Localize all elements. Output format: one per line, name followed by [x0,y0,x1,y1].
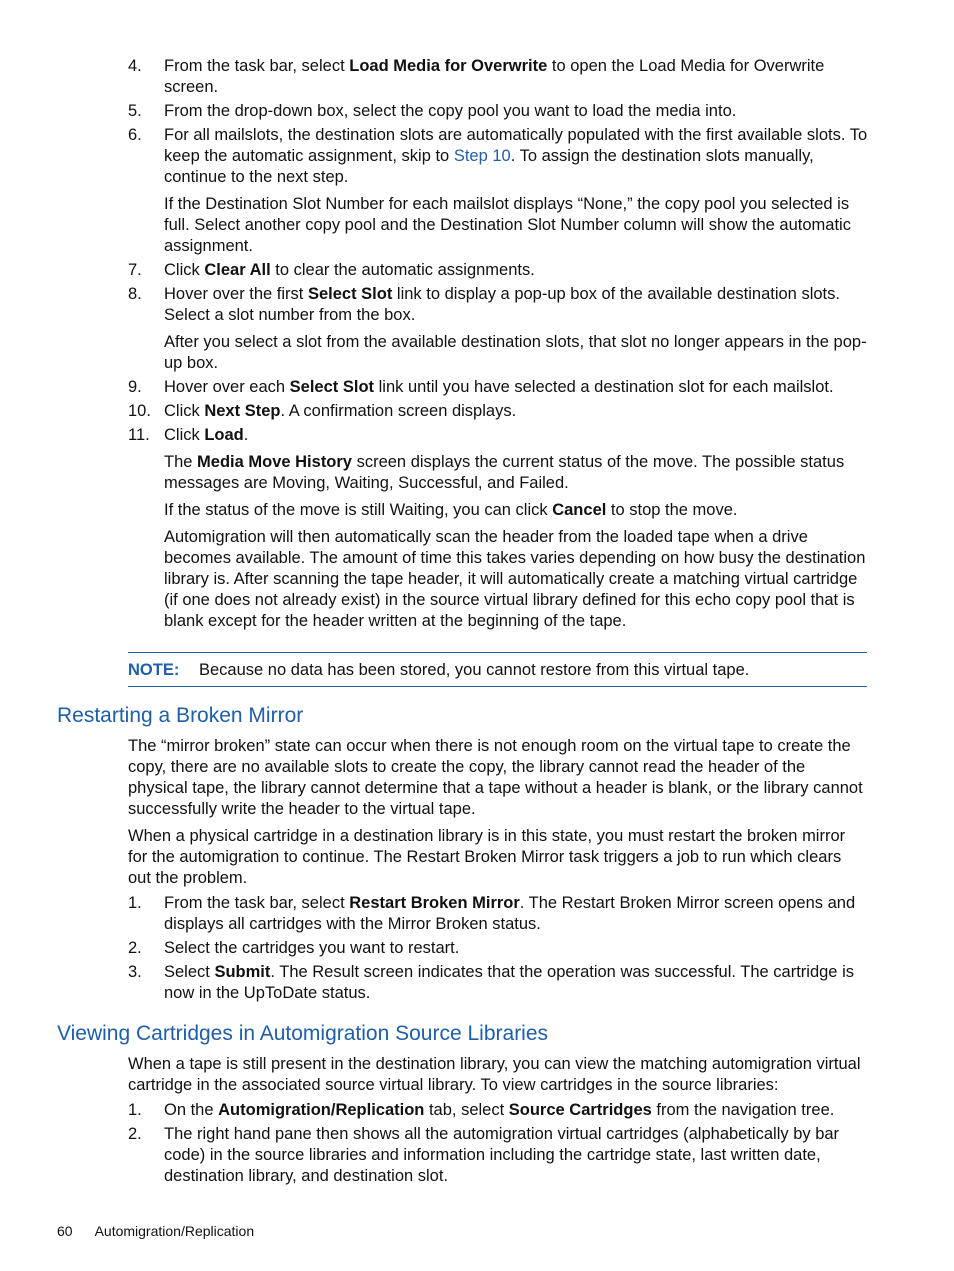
list-item: 1. From the task bar, select Restart Broken Mirror. The Restart Broken Mirror screen opens and displays all cartridges with the Mirror Broken status. [128,894,856,933]
list-item: 3. Select Submit. The Result screen indicates that the operation was successful. The cartridge is now in the UpToDate status. [128,963,854,1002]
ui-label: Select Slot [307,285,393,303]
step-paragraph: Automigration will then automatically scan the header from the loaded tape when a drive becomes available. The amount of time this takes varies depending on how busy the destination library is. After scanning the tape header, it will automatically create a matching virtual cartridge (if one does not already exist) in the source virtual library defined for this echo copy pool that is blank except for the header written at the beginning of the tape. [164,528,866,630]
step-number: 2. [128,1125,142,1143]
ui-label: Load [204,426,244,444]
ui-label: Automigration/Replication [218,1101,425,1119]
step-number: 2. [128,939,142,957]
step-number: 9. [128,378,142,396]
step-number: 6. [128,126,142,144]
page-footer [57,1222,254,1240]
step-number: 10. [128,402,151,420]
paragraph: The “mirror broken” state can occur when there is not enough room on the virtual tape to create the copy, there are no available slots to create the copy, the library cannot read the header of the physical tape, the library cannot determine that a tape without a header is blank, or the library cannot successfully write the header to the virtual tape. [128,737,863,818]
paragraph: When a tape is still present in the destination library, you can view the matching automigration virtual cartridge in the associated source virtual library. To view cartridges in the source libraries: [128,1055,861,1094]
procedure-list-load-media [128,56,868,635]
page-number: 60 [57,1223,73,1239]
step-10-link[interactable]: Step 10 [453,147,511,165]
ui-label: Source Cartridges [508,1101,652,1119]
paragraph: When a physical cartridge in a destination library is in this state, you must restart the broken mirror for the automigration to continue. The Restart Broken Mirror task triggers a job to run which clears out the problem. [128,827,846,887]
list-item: 9. Hover over each Select Slot link until you have selected a destination slot for each mailslot. [128,378,834,396]
step-number: 3. [128,963,142,981]
note-text: Because no data has been stored, you cannot restore from this virtual tape. [199,661,750,679]
list-item: 1. On the Automigration/Replication tab, select Source Cartridges from the navigation tree. [128,1101,835,1119]
section-body [128,1054,868,1102]
list-item: 10. Click Next Step. A confirmation screen displays. [128,402,517,420]
list-item: 6. For all mailslots, the destination slots are automatically populated with the first available slots. To keep the automatic assignment, skip to Step 10. To assign the destination slots manually, continue to the next step. If the Destination Slot Number for each mailslot displays “None,” the copy pool you selected is full. Select another copy pool and the Destination Slot Number column will show the automatic assignment. [128,126,868,255]
ui-label: Next Step [204,402,281,420]
step-note: If the Destination Slot Number for each mailslot displays “None,” the copy pool you selected is full. Select another copy pool and the Destination Slot Number column will show the automatic assignment. [164,195,851,255]
step-number: 11. [128,426,150,444]
step-number: 7. [128,261,142,279]
list-item: 5. From the drop-down box, select the copy pool you want to load the media into. [128,102,737,120]
note-label: NOTE: [128,661,180,679]
section-heading-restarting-broken-mirror: Restarting a Broken Mirror [57,704,304,727]
list-item: 8. Hover over the first Select Slot link to display a pop-up box of the available destination slots. Select a slot number from the box. After you select a slot from the available destination slots, that slot no longer appears in the pop-up box. [128,285,867,372]
ui-label: Restart Broken Mirror [349,894,520,912]
procedure-list-view-cartridges [128,1100,868,1190]
list-item: 11. Click Load. The Media Move History screen displays the current status of the move. The possible status messages are Moving, Waiting, Successful, and Failed. If the status of the move is still Waiting, you can click Cancel to stop the move. Automigration will then automatically scan the header from the loaded tape when a drive becomes available. The amount of time this takes varies depending on how busy the destination library is. After scanning the tape header, it will automatically create a matching virtual cartridge (if one does not already exist) in the source virtual library defined for this echo copy pool that is blank except for the header written at the beginning of the tape. [128,425,868,632]
step-number: 8. [128,285,142,303]
ui-label: Load Media for Overwrite [349,57,548,75]
list-item: 2. Select the cartridges you want to restart. [128,939,460,957]
ui-label: Submit [214,963,271,981]
note-box [128,652,867,687]
step-number: 1. [128,1101,142,1119]
step-number: 5. [128,102,142,120]
step-number: 1. [128,894,142,912]
ui-label: Select Slot [289,378,375,396]
step-number: 4. [128,57,142,75]
step-paragraph: The Media Move History screen displays the current status of the move. The possible status messages are Moving, Waiting, Successful, and Failed. [164,453,845,492]
procedure-list-restart-mirror [128,893,868,1007]
step-note: After you select a slot from the available destination slots, that slot no longer appears in the pop-up box. [164,333,867,372]
footer-section-title: Automigration/Replication [94,1223,255,1239]
section-heading-viewing-cartridges: Viewing Cartridges in Automigration Source Libraries [57,1022,549,1045]
step-paragraph: If the status of the move is still Waiting, you can click Cancel to stop the move. [164,501,738,519]
ui-label: Clear All [204,261,271,279]
list-item: 2. The right hand pane then shows all the automigration virtual cartridges (alphabetically by bar code) in the source libraries and information including the cartridge state, last written date, destination library, and destination slot. [128,1125,840,1185]
section-body [128,736,868,895]
list-item: 4. From the task bar, select Load Media for Overwrite to open the Load Media for Overwrite screen. [128,57,825,96]
list-item: 7. Click Clear All to clear the automatic assignments. [128,261,535,279]
